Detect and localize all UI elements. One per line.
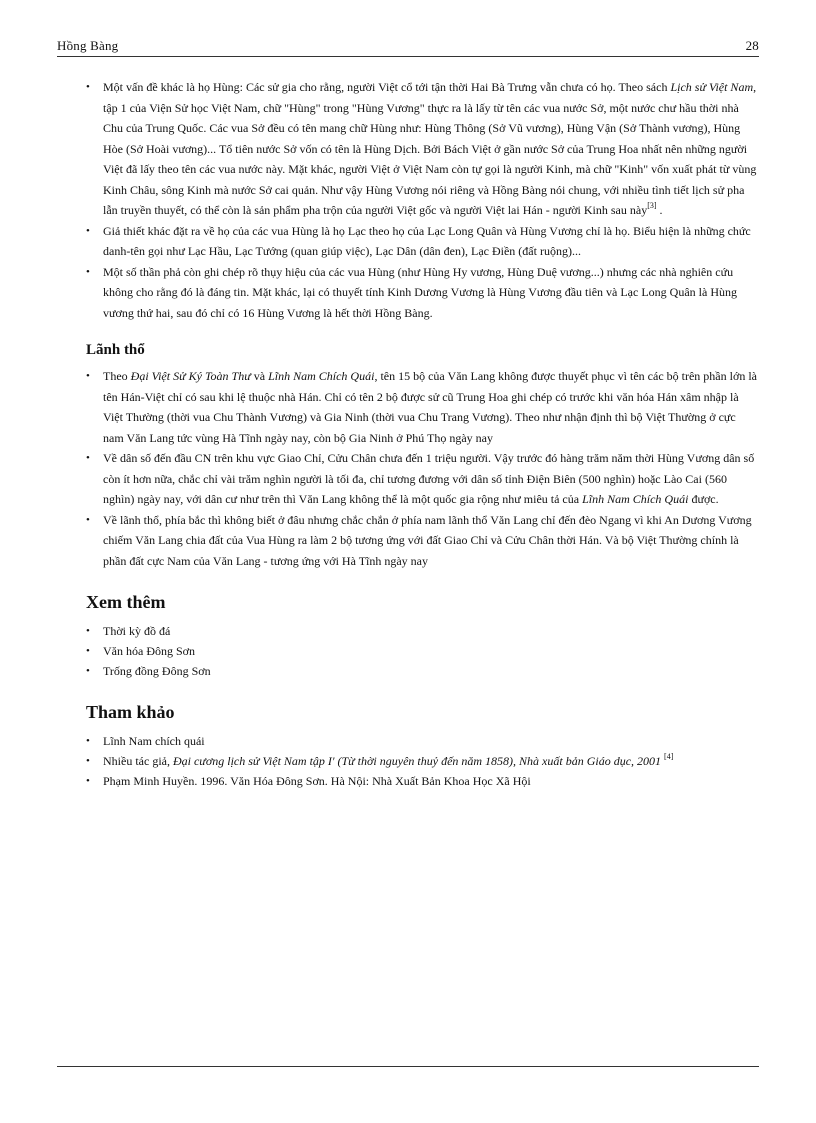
section-heading-territory: Lãnh thổ: [86, 342, 145, 358]
reference-item: • Phạm Minh Huyền. 1996. Văn Hóa Đông Sơn. Hà Nội: Nhà Xuất Bản Khoa Học Xã Hội: [86, 771, 758, 791]
book-title: Đại cương lịch sử Việt Nam tập I' (Từ thời nguyên thuỷ đến năm 1858), Nhà xuất bản Giáo dục, 2001: [172, 754, 662, 768]
reference-item: • Nhiều tác giả, Đại cương lịch sử Việt Nam tập I' (Từ thời nguyên thuỷ đến năm 1858), Nhà xuất bản Giáo dục, 2001 [4]: [86, 751, 758, 771]
see-also-link[interactable]: • Văn hóa Đông Sơn: [86, 641, 758, 661]
see-also-list: [86, 621, 758, 681]
see-also-link[interactable]: • Thời kỳ đồ đá: [86, 621, 758, 641]
list-item: • Một số thần phả còn ghi chép rõ thụy hiệu của các vua Hùng (như Hùng Hy vương, Hùng Duệ vương...) nhưng các nhà nghiên cứu không cho rằng đó là đáng tin. Mặt khác, lại có thuyết tính Kinh Dương Vương là Hùng Vương đầu tiên và Lạc Long Quân là Hùng vương thứ hai, sau đó chỉ có 16 Hùng Vương là hết thời Hồng Bàng.: [86, 262, 758, 324]
intro-list: [86, 77, 758, 323]
list-item: • Theo Đại Việt Sử Ký Toàn Thư và Lĩnh Nam Chích Quái, tên 15 bộ của Văn Lang không được thuyết phục vì tên các bộ trên phần lớn là tên Hán-Việt chỉ có sau khi lệ thuộc nhà Hán. Chỉ có tên 2 bộ được sử cũ Trung Hoa ghi chép có trước khi văn hóa Hán xâm nhập là Việt Thường (thời vua Chu Thành Vương) và Gia Ninh (thời vua Chu Trang Vương). Theo như nhận định thì bộ Việt Thường ở cực nam Văn Lang tức vùng Hà Tĩnh ngày nay, còn bộ Gia Ninh ở Phú Thọ ngày nay: [86, 366, 758, 448]
page-number: 28: [745, 38, 759, 53]
see-also-link[interactable]: • Trống đồng Đông Sơn: [86, 661, 758, 681]
section-heading-references: Tham khảo: [86, 702, 175, 722]
reference-item: • Lĩnh Nam chích quái: [86, 731, 758, 751]
section-heading-see-also: Xem thêm: [86, 592, 166, 612]
references-list: [86, 731, 758, 791]
header-title: Hồng Bàng: [57, 38, 119, 53]
book-title: Lĩnh Nam Chích Quái: [268, 369, 375, 383]
book-title: Lĩnh Nam Chích Quái: [582, 492, 689, 506]
footer-rule: [57, 1066, 759, 1067]
citation-link[interactable]: [3]: [647, 201, 657, 210]
book-title: Lịch sử Việt Nam: [670, 80, 754, 94]
header-rule: [57, 56, 759, 57]
page-content: [86, 77, 758, 791]
territory-list: [86, 366, 758, 571]
references-section: [86, 699, 758, 791]
see-also-section: [86, 589, 758, 681]
list-item: • Giả thiết khác đặt ra về họ của các vua Hùng là họ Lạc theo họ của Lạc Long Quân và Hùng Vương chỉ là họ. Biểu hiện là những chức danh-tên gọi như Lạc Hầu, Lạc Tướng (quan giúp việc), Lạc Dân (dân đen), Lạc Điền (đất ruộng)...: [86, 221, 758, 262]
list-item: • Một vấn đề khác là họ Hùng: Các sử gia cho rằng, người Việt cổ tới tận thời Hai Bà Trưng vẫn chưa có họ. Theo sách Lịch sử Việt Nam, tập 1 của Viện Sử học Việt Nam, chữ "Hùng" trong "Hùng Vương" thực ra là lấy từ tên các vua nước Sở, một nước chư hầu thời nhà Chu của Trung Quốc. Các vua Sở đều có tên mang chữ Hùng như: Hùng Thông (Sở Vũ vương), Hùng Vận (Sở Thành vương), Hùng Hòe (Sở Hoài vương)... Tổ tiên nước Sở vốn có tên là Hùng Dịch. Bởi Bách Việt ở gần nước Sở của Trung Hoa nhất nên những người Việt đã lấy theo tên các vua nước này. Mặt khác, người Việt ở Việt Nam còn tự gọi là người Kinh, mà chữ "Kinh" vốn xuất phát từ vùng Kinh Châu, sông Kinh mà nước Sở cai quản. Như vậy Hùng Vương nói riêng và Hồng Bàng nói chung, với nhiều tình tiết lịch sử pha lẫn truyền thuyết, có thể còn là sản phẩm pha trộn của người Việt gốc và người Việt lai Hán - người Kinh sau này[3] .: [86, 77, 758, 221]
list-item: • Về dân số đến đầu CN trên khu vực Giao Chỉ, Cửu Chân chưa đến 1 triệu người. Vậy trước đó hàng trăm năm thời Hùng Vương dân số còn ít hơn nữa, chắc chỉ vài trăm nghìn người là tối đa, chỉ tương đương với dân số tỉnh Điện Biên (500 nghìn) hoặc Lào Cai (560 nghìn) ngày nay, với dân cư như trên thì Văn Lang không thể là một quốc gia rộng như miêu tả của Lĩnh Nam Chích Quái được.: [86, 448, 758, 510]
citation-link[interactable]: [4]: [664, 752, 674, 761]
page-header: [57, 38, 759, 54]
list-item: • Về lãnh thổ, phía bắc thì không biết ở đâu nhưng chắc chắn ở phía nam lãnh thổ Văn Lang chỉ đến đèo Ngang vì khi An Dương Vương chiếm Văn Lang chia đất của Vua Hùng ra làm 2 bộ tương ứng với đất Giao Chỉ và Cửu Chân thời Hán. Và bộ Việt Thường chính là phần đất cực Nam của Văn Lang - tương ứng với Hà Tĩnh ngày nay: [86, 510, 758, 572]
book-title: Đại Việt Sử Ký Toàn Thư: [130, 369, 251, 383]
